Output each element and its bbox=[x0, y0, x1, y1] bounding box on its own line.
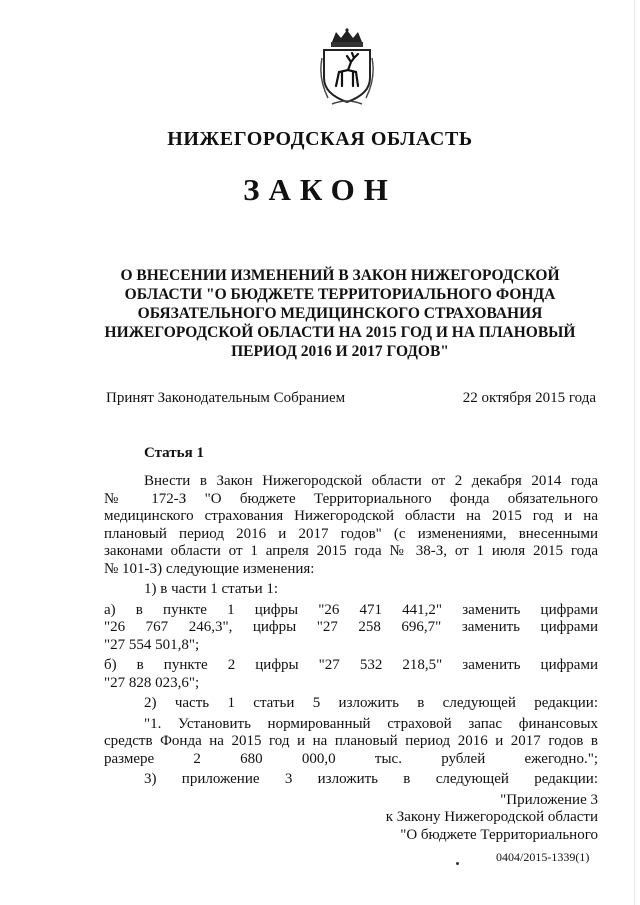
adoption-date: 22 октября 2015 года bbox=[462, 390, 596, 406]
subitem-line: "27 828 023,6"; bbox=[104, 674, 200, 691]
annex-line: "О бюджете Территориального bbox=[400, 826, 598, 843]
document-type-heading: ЗАКОН bbox=[243, 172, 397, 207]
law-title bbox=[80, 266, 600, 361]
title-line: НИЖЕГОРОДСКОЙ ОБЛАСТИ НА 2015 ГОД И НА ПЛАНОВЫЙ bbox=[104, 324, 576, 341]
title-line: ПЕРИОД 2016 И 2017 ГОДОВ" bbox=[231, 343, 449, 360]
quote-line: средств Фонда на 2015 год и на плановый период 2016 и 2017 годов в bbox=[104, 733, 598, 749]
title-line: О ВНЕСЕНИИ ИЗМЕНЕНИЙ В ЗАКОН НИЖЕГОРОДСКОЙ bbox=[120, 267, 560, 284]
list-item: 1) в части 1 статьи 1: bbox=[144, 581, 279, 597]
adoption-line bbox=[106, 390, 596, 407]
article-body bbox=[104, 473, 598, 844]
quote-line: "1. Установить нормированный страховой запас финансовых bbox=[144, 715, 598, 732]
title-line: ОБЯЗАТЕЛЬНОГО МЕДИЦИНСКОГО СТРАХОВАНИЯ bbox=[137, 305, 543, 322]
adopted-by: Принят Законодательным Собранием bbox=[106, 390, 346, 406]
paragraph-line: Внести в Закон Нижегородской области от 2 декабря 2014 года bbox=[144, 473, 598, 489]
annex-line: к Закону Нижегородской области bbox=[385, 809, 598, 825]
scan-dot bbox=[456, 862, 459, 865]
quote-line: размере 2 680 000,0 тыс. рублей ежегодно."; bbox=[104, 750, 598, 767]
document-number: 0404/2015-1339(1) bbox=[496, 850, 590, 864]
title-line: ОБЛАСТИ "О БЮДЖЕТЕ ТЕРРИТОРИАЛЬНОГО ФОНДА bbox=[124, 286, 556, 303]
list-item: 3) приложение 3 изложить в следующей редакции: bbox=[144, 771, 598, 787]
subitem-line: а) в пункте 1 цифры "26 471 441,2" заменить цифрами bbox=[104, 601, 598, 618]
paragraph-line: № 101-З) следующие изменения: bbox=[104, 560, 315, 577]
article-heading: Статья 1 bbox=[144, 445, 204, 461]
paragraph-line: № 172-З "О бюджете Территориального фонда обязательного bbox=[104, 490, 598, 507]
paragraph-line: медицинского страхования Нижегородской области на 2015 год и на bbox=[104, 508, 598, 524]
subitem-line: б) в пункте 2 цифры "27 532 218,5" заменить цифрами bbox=[104, 657, 598, 673]
list-item: 2) часть 1 статьи 5 изложить в следующей редакции: bbox=[144, 695, 598, 711]
annex-line: "Приложение 3 bbox=[500, 791, 598, 808]
paragraph-line: законами области от 1 апреля 2015 года № 38-З, от 1 июля 2015 года bbox=[104, 543, 598, 559]
paragraph-line: плановый период 2016 и 2017 годов" (с изменениями, внесенными bbox=[104, 525, 598, 542]
subitem-line: "26 767 246,3", цифры "27 258 696,7" заменить цифрами bbox=[104, 619, 598, 635]
coat-of-arms-emblem-icon bbox=[318, 28, 376, 108]
region-heading: НИЖЕГОРОДСКАЯ ОБЛАСТЬ bbox=[167, 128, 473, 150]
subitem-line: "27 554 501,8"; bbox=[104, 636, 200, 653]
